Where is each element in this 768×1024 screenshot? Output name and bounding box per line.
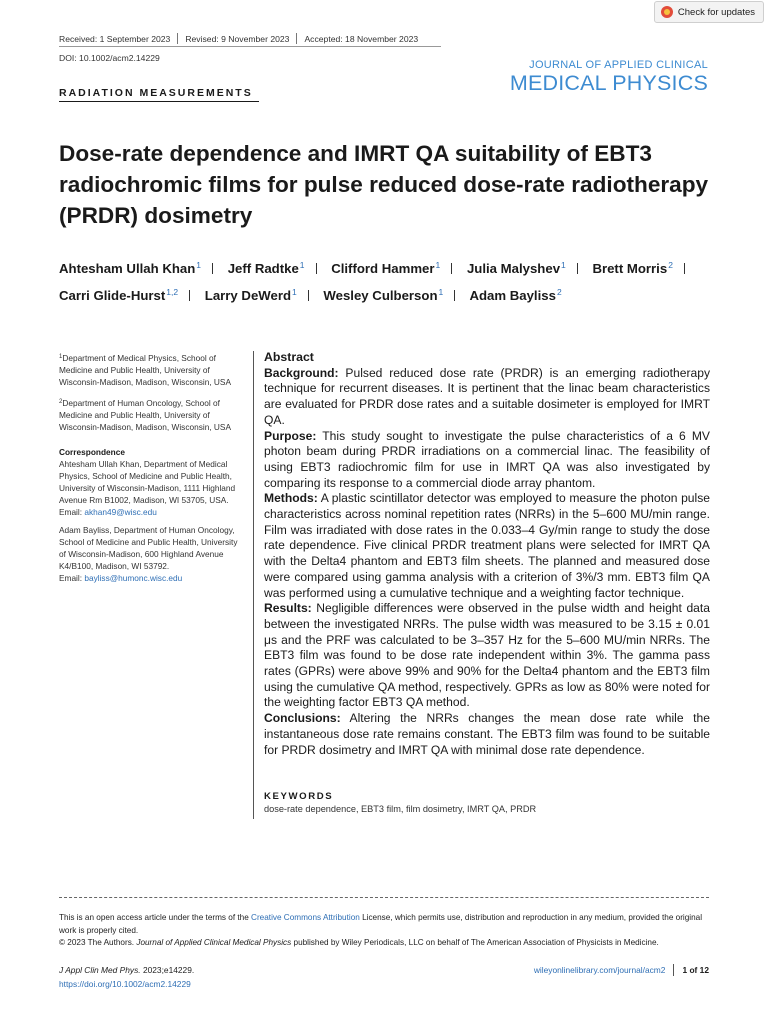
footer-dashed-rule [59, 897, 709, 898]
affiliation-text: Department of Human Oncology, School of Medicine and Public Health, University of Wisconsin-Madison, Madison, Wisconsin, USA [59, 398, 231, 432]
received-date: Received: 1 September 2023 [59, 33, 171, 44]
journal-logo-line2: MEDICAL PHYSICS [509, 71, 708, 95]
author [592, 261, 695, 276]
correspondence-text: Ahtesham Ullah Khan, Department of Medical Physics, School of Medicine and Public Health, University of Wisconsin-Madison, 1111 Highland Avenue Rm B1002, Madison, WI 53705, USA. [59, 459, 236, 505]
citation-year: 2023;e14229. [140, 965, 195, 975]
license-link[interactable]: Creative Commons Attribution [251, 913, 360, 922]
email-label: Email: [59, 507, 85, 517]
author-divider [189, 290, 190, 301]
author-divider [577, 263, 578, 274]
author [467, 261, 589, 276]
author-affiliation: 1 [196, 260, 202, 270]
correspondence-entry-1 [59, 458, 245, 518]
citation [59, 965, 194, 975]
author-affiliation: 1 [435, 260, 441, 270]
author-affiliation: 1 [561, 260, 566, 270]
author-name: Julia Malyshev [466, 261, 561, 276]
purpose-text: This study sought to investigate the pulse characteristics of a 6 MV photon beam during PRDR irradiations on a commercial linac. The feasibility of using EBT3 radiochromic film for use in IMRT QA was also investigated by comparing its response to a commercial diode array phantom. [264, 428, 710, 490]
journal-logo-line1: JOURNAL OF APPLIED CLINICAL [529, 59, 708, 71]
keywords-heading: KEYWORDS [264, 791, 334, 802]
abstract-purpose [264, 429, 710, 492]
check-for-updates-label: Check for updates [677, 6, 755, 18]
keywords-text: dose-rate dependence, EBT3 film, film dosimetry, IMRT QA, PRDR [264, 804, 537, 814]
footer-divider [673, 964, 674, 976]
page-footer-right [534, 964, 709, 976]
copyright-text: published by Wiley Periodicals, LLC on behalf of The American Association of Physicists in Medicine. [291, 938, 659, 947]
author-name: Brett Morris [592, 261, 668, 276]
background-label: Background: [264, 365, 339, 380]
section-label: RADIATION MEASUREMENTS [59, 87, 253, 99]
author [323, 288, 466, 303]
crossmark-icon [661, 6, 673, 18]
doi-link[interactable]: https://doi.org/10.1002/acm2.14229 [59, 979, 191, 989]
email-link[interactable]: bayliss@humonc.wisc.edu [84, 573, 183, 583]
author-name: Ahtesham Ullah Khan [59, 261, 196, 276]
background-text: Pulsed reduced dose rate (PRDR) is an emerging radiotherapy technique for recurrent diseases. It is pertinent that the linac beam characteristics are evaluated for PRDR dose rates and a suitable dosimeter is employed for IMRT QA. [264, 365, 710, 427]
section-rule [59, 101, 259, 102]
affiliation-number: 1 [59, 354, 63, 360]
affiliation-2 [59, 396, 245, 433]
license-note [59, 912, 711, 937]
affiliations-column [59, 351, 245, 590]
copyright-journal: Journal of Applied Clinical Medical Physics [136, 938, 292, 947]
abstract-conclusions [264, 711, 710, 758]
abstract [264, 350, 710, 758]
conclusions-label: Conclusions: [264, 711, 341, 726]
license-text: This is an open access article under the terms of the [59, 913, 252, 922]
date-divider [177, 33, 178, 44]
abstract-background [264, 366, 710, 429]
affiliation-number: 2 [59, 399, 63, 405]
author-divider [684, 263, 685, 274]
author-name: Larry DeWerd [204, 287, 292, 303]
page-number: 1 of 12 [682, 965, 709, 975]
correspondence-entry-2 [59, 524, 245, 584]
author [59, 288, 201, 303]
author-affiliation: 1 [292, 286, 297, 297]
copyright-text: © 2023 The Authors. [59, 938, 137, 947]
conclusions-text: Altering the NRRs changes the mean dose rate while the instantaneous dose rate remains constant. The EBT3 film was found to be suitable for PRDR dosimetry and IMRT QA with minimal dose rate dependence. [264, 711, 710, 757]
author-name: Jeff Radtke [227, 261, 299, 276]
author-divider [454, 290, 455, 301]
article-title: Dose-rate dependence and IMRT QA suitability of EBT3 radiochromic films for pulse reduced dose-rate radiotherapy (PRDR) dosimetry [59, 141, 709, 228]
column-divider [253, 351, 254, 819]
abstract-methods [264, 491, 710, 601]
author-divider [212, 263, 213, 274]
results-label: Results: [264, 601, 312, 616]
email-link[interactable]: akhan49@wisc.edu [84, 507, 157, 517]
article-dates [59, 33, 418, 44]
correspondence-heading: Correspondence [59, 447, 125, 457]
author-divider [451, 263, 452, 274]
methods-text: A plastic scintillator detector was employed to measure the photon pulse characteristics across nominal repetition rates (NRRs) in the 5–600 MU/min range. Film was irradiated with dose rates in the 0.033–4 Gy/min range to study the dose rate dependence. Five clinical PRDR treatment plans were selected for IMRT QA with the Delta4 phantom and EBT3 film sheets. The planned and measured dose were compared using gamma analysis with a criterion of 3%/3 mm. EBT3 film QA was performed using a cumulative technique and a weighting factor technique. [264, 491, 710, 600]
author-name: Wesley Culberson [323, 287, 438, 303]
copyright-note [59, 938, 719, 947]
author-name: Adam Bayliss [469, 287, 556, 303]
author-affiliation: 1 [438, 286, 444, 297]
affiliation-1 [59, 351, 245, 388]
accepted-date: Accepted: 18 November 2023 [304, 33, 419, 44]
author-list [59, 254, 719, 307]
author-affiliation: 1,2 [166, 286, 179, 297]
journal-site-link[interactable]: wileyonlinelibrary.com/journal/acm2 [533, 965, 666, 975]
author-divider [308, 290, 309, 301]
purpose-label: Purpose: [264, 428, 317, 443]
author-affiliation: 1 [299, 260, 305, 270]
dates-rule [59, 46, 441, 47]
author [59, 261, 224, 276]
abstract-heading: Abstract [264, 350, 314, 364]
author [331, 261, 463, 276]
article-doi: DOI: 10.1002/acm2.14229 [59, 53, 160, 63]
author-name: Carri Glide-Hurst [59, 287, 166, 303]
email-label: Email: [59, 573, 85, 583]
citation-journal: J Appl Clin Med Phys. [59, 965, 141, 975]
author-affiliation: 2 [668, 260, 673, 270]
correspondence-text: Adam Bayliss, Department of Human Oncology, School of Medicine and Public Health, University of Wisconsin-Madison, 600 Highland Avenue K4/B100, Madison, WI 53792. [59, 525, 238, 571]
results-text: Negligible differences were observed in the pulse width and height data between the investigated NRRs. The pulse width was measured to be 3.15 ± 0.01 μs and the PRF was calculated to be 3–357 Hz for the 5–600 MU/min NRRs. The EBT3 film was found to be dose rate independent within 3%. The gamma pass rates (GPRs) were above 99% and 90% for the Delta4 phantom and the EBT3 film using the cumulative QA method, respectively. GPRs as low as 80% were noted for the weighting factor EBT3 QA method. [264, 601, 710, 710]
author-affiliation: 2 [556, 286, 562, 297]
revised-date: Revised: 9 November 2023 [185, 33, 290, 44]
abstract-results [264, 601, 710, 711]
author-divider [316, 263, 317, 274]
date-divider [296, 33, 297, 44]
author [228, 261, 328, 276]
author [469, 288, 561, 303]
license-text: License, which permits use, distribution and reproduction in any medium, provided the original work is properly cited. [59, 913, 703, 935]
check-for-updates-button[interactable] [654, 1, 764, 23]
author [205, 288, 320, 303]
methods-label: Methods: [264, 491, 318, 506]
author-name: Clifford Hammer [331, 261, 435, 276]
affiliation-text: Department of Medical Physics, School of Medicine and Public Health, University of Wisconsin-Madison, Madison, Wisconsin, USA [59, 353, 231, 387]
